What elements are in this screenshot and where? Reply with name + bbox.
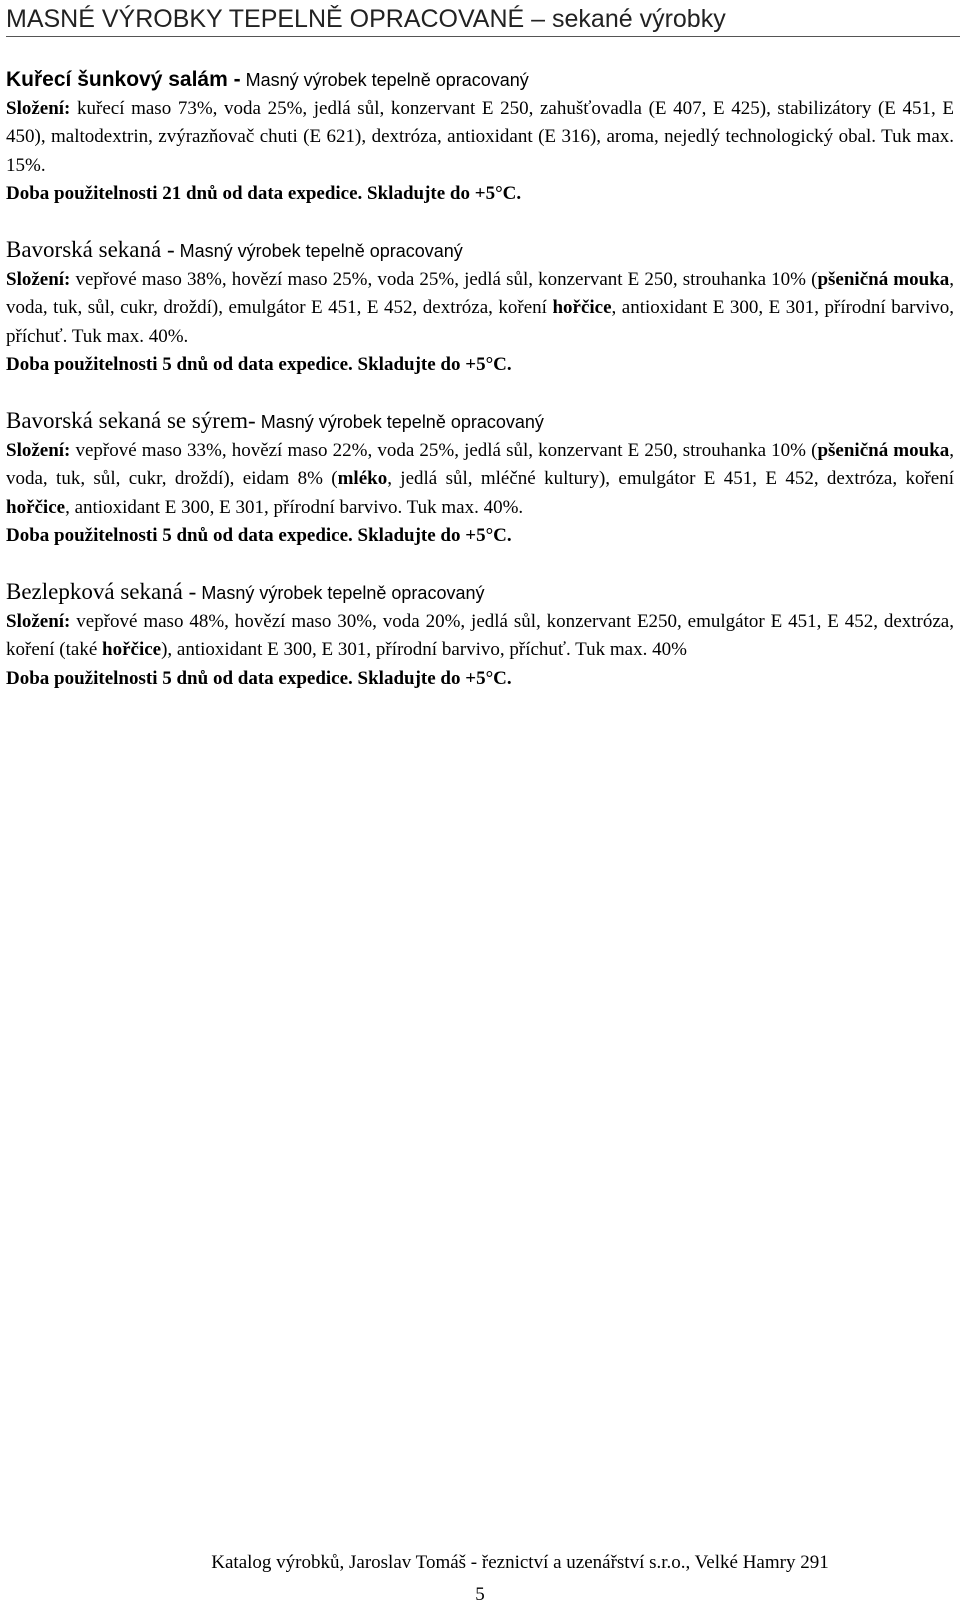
product-type: Masný výrobek tepelně opracovaný xyxy=(196,583,485,604)
page-footer: Katalog výrobků, Jaroslav Tomáš - řeznictví a uzenářství s.r.o., Velké Hamry 291 xyxy=(211,1552,829,1573)
product-composition xyxy=(6,266,954,351)
product-bavorska-sekana xyxy=(6,236,954,379)
product-bavorska-sekana-se-syrem xyxy=(6,407,954,550)
allergen: pšeničná mouka xyxy=(817,440,950,462)
product-type: Masný výrobek tepelně opracovaný xyxy=(174,241,463,262)
composition-label: Složení: xyxy=(6,98,71,120)
composition-text: vepřové maso 38%, hovězí maso 25%, voda 25%, jedlá sůl, konzervant E 250, strouhanka 10% ( xyxy=(70,269,818,291)
shelf-life: Doba použitelnosti 5 dnů od data expedice. Skladujte do +5°C. xyxy=(6,353,512,375)
product-composition xyxy=(6,437,954,522)
allergen: hořčice xyxy=(6,496,66,518)
allergen: hořčice xyxy=(102,639,162,661)
shelf-life: Doba použitelnosti 5 dnů od data expedice. Skladujte do +5°C. xyxy=(6,524,512,546)
product-type: Masný výrobek tepelně opracovaný xyxy=(240,70,529,90)
composition-text: vepřové maso 48%, hovězí maso 30%, voda 20%, jedlá sůl, konzervant E250, emulgátor E 451, E 452, dextróza, koření (také xyxy=(6,611,954,661)
product-kureci-sunkovy-salam xyxy=(6,66,954,208)
product-composition xyxy=(6,608,954,664)
composition-text: , jedlá sůl, mléčné kultury), emulgátor E 451, E 452, dextróza, koření xyxy=(387,468,954,490)
page-title: MASNÉ VÝROBKY TEPELNĚ OPRACOVANÉ – sekané výrobky xyxy=(6,5,726,33)
composition-text: , voda, tuk, sůl, cukr, droždí), emulgátor E 451, E 452, dextróza, koření xyxy=(6,269,955,319)
shelf-life: Doba použitelnosti 5 dnů od data expedice. Skladujte do +5°C. xyxy=(6,667,512,689)
allergen: pšeničná mouka xyxy=(817,269,950,291)
composition-label: Složení: xyxy=(6,440,71,462)
composition-label: Složení: xyxy=(6,611,71,633)
shelf-life: Doba použitelnosti 21 dnů od data expedice. Skladujte do +5°C. xyxy=(6,182,522,204)
product-bezlepkova-sekana xyxy=(6,578,954,693)
page-number: 5 xyxy=(475,1584,485,1605)
composition-text: kuřecí maso 73%, voda 25%, jedlá sůl, konzervant E 250, zahušťovadla (E 407, E 425), stabilizátory (E 451, E 450), maltodextrin, zvýrazňovač chuti (E 621), dextróza, antioxidant (E 316), aroma, nejedlý technologický obal. Tuk max. 15%. xyxy=(6,98,954,176)
composition-text: ), antioxidant E 300, E 301, přírodní barvivo, příchuť. Tuk max. 40% xyxy=(161,639,687,661)
allergen: mléko xyxy=(337,468,388,490)
product-name: Bavorská sekaná - xyxy=(6,237,175,263)
product-name: Kuřecí šunkový salám - xyxy=(6,68,241,91)
product-list xyxy=(6,66,954,721)
product-name: Bezlepková sekaná - xyxy=(6,579,197,605)
product-name: Bavorská sekaná se sýrem- xyxy=(6,408,256,434)
composition-text: , voda, tuk, sůl, cukr, droždí), eidam 8% ( xyxy=(6,440,955,490)
page-header xyxy=(6,2,960,37)
allergen: hořčice xyxy=(552,297,612,319)
composition-text: , antioxidant E 300, E 301, přírodní barvivo. Tuk max. 40%. xyxy=(65,496,524,518)
composition-text: , antioxidant E 300, E 301, přírodní barvivo, příchuť. Tuk max. 40%. xyxy=(6,297,955,347)
product-type: Masný výrobek tepelně opracovaný xyxy=(255,412,544,433)
composition-label: Složení: xyxy=(6,269,71,291)
composition-text: vepřové maso 33%, hovězí maso 22%, voda 25%, jedlá sůl, konzervant E 250, strouhanka 10% ( xyxy=(70,440,818,462)
product-composition xyxy=(6,95,954,180)
